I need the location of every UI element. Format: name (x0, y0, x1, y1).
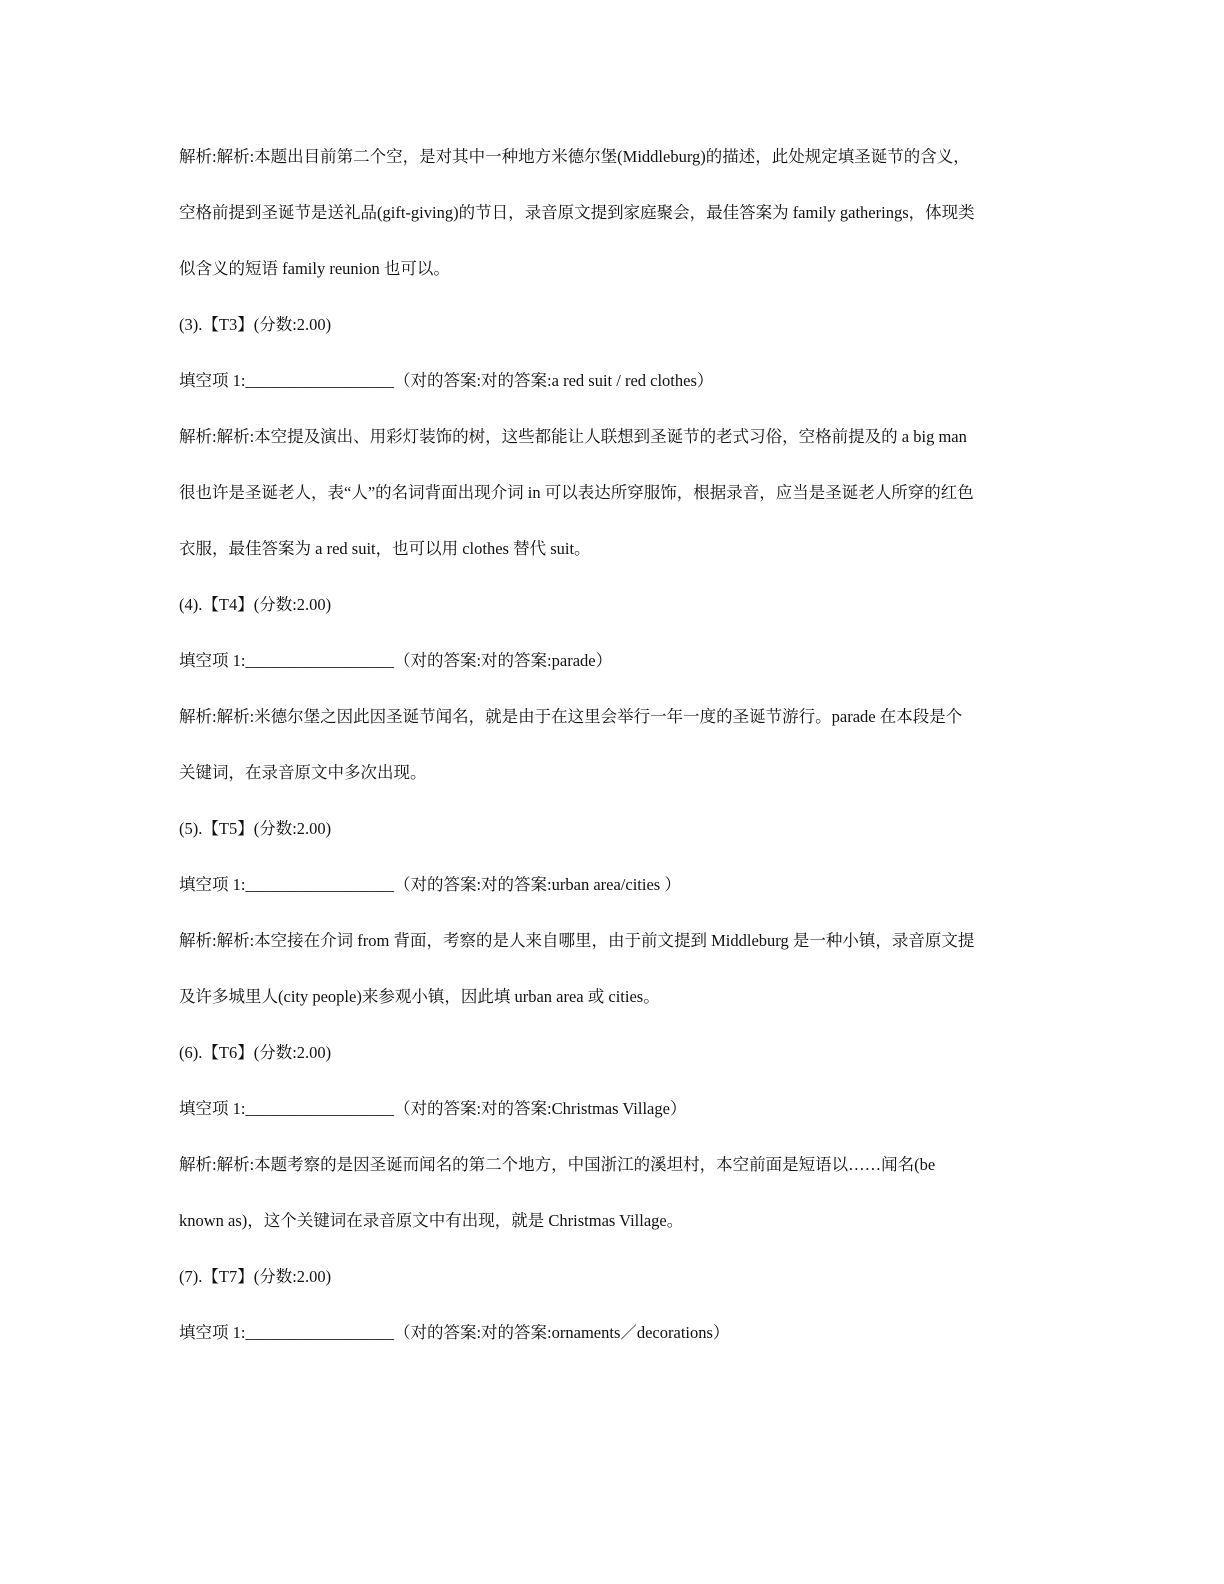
question-header-t4: (4).【T4】(分数:2.00) (179, 595, 332, 614)
answer-line-t7: 填空项 1:__________________（对的答案:对的答案:ornaments／decorations） (179, 1323, 730, 1342)
explanation-t3-line-1: 解析:解析:本空提及演出、用彩灯装饰的树，这些都能让人联想到圣诞节的老式习俗，空格前提及的 a big man (179, 427, 967, 446)
explanation-t5-line-1: 解析:解析:本空接在介词 from 背面，考察的是人来自哪里，由于前文提到 Middleburg 是一种小镇，录音原文提 (179, 931, 975, 950)
explanation-t4-line-2: 关键词，在录音原文中多次出现。 (179, 763, 427, 782)
answer-line-t5: 填空项 1:__________________（对的答案:对的答案:urban area/cities ） (179, 875, 681, 894)
explanation-t2-line-1: 解析:解析:本题出目前第二个空，是对其中一种地方米德尔堡(Middleburg)的描述，此处规定填圣诞节的含义， (179, 147, 970, 166)
explanation-t3-line-3: 衣服，最佳答案为 a red suit，也可以用 clothes 替代 suit。 (179, 539, 591, 558)
explanation-t4-line-1: 解析:解析:米德尔堡之因此因圣诞节闻名，就是由于在这里会举行一年一度的圣诞节游行。parade 在本段是个 (179, 707, 963, 726)
explanation-t2-line-2: 空格前提到圣诞节是送礼品(gift-giving)的节日，录音原文提到家庭聚会，最佳答案为 family gatherings，体现类 (179, 203, 975, 222)
explanation-t3-line-2: 很也许是圣诞老人，表“人”的名词背面出现介词 in 可以表达所穿服饰，根据录音，应当是圣诞老人所穿的红色 (179, 483, 974, 502)
explanation-t5-line-2: 及许多城里人(city people)来参观小镇，因此填 urban area 或 cities。 (179, 987, 660, 1006)
answer-line-t6: 填空项 1:__________________（对的答案:对的答案:Christmas Village） (179, 1099, 687, 1118)
question-header-t3: (3).【T3】(分数:2.00) (179, 315, 332, 334)
answer-line-t4: 填空项 1:__________________（对的答案:对的答案:parade） (179, 651, 613, 670)
question-header-t6: (6).【T6】(分数:2.00) (179, 1043, 332, 1062)
answer-line-t3: 填空项 1:__________________（对的答案:对的答案:a red suit / red clothes） (179, 371, 714, 390)
question-header-t5: (5).【T5】(分数:2.00) (179, 819, 332, 838)
explanation-t6-line-1: 解析:解析:本题考察的是因圣诞而闻名的第二个地方，中国浙江的溪坦村，本空前面是短语以……闻名(be (179, 1155, 936, 1174)
explanation-t6-line-2: known as)，这个关键词在录音原文中有出现，就是 Christmas Village。 (179, 1211, 684, 1230)
question-header-t7: (7).【T7】(分数:2.00) (179, 1267, 332, 1286)
explanation-t2-line-3: 似含义的短语 family reunion 也可以。 (179, 259, 450, 278)
